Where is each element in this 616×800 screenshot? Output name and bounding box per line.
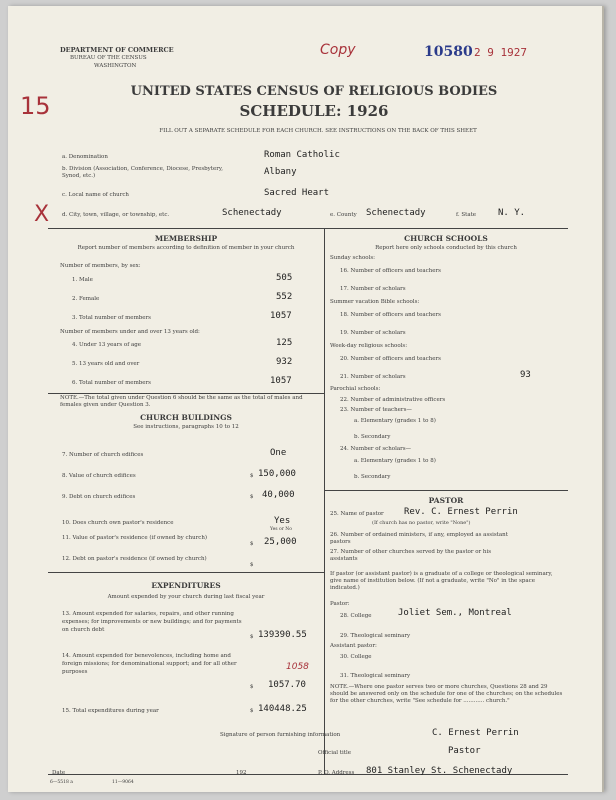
frame-top — [48, 228, 568, 229]
q1-label: 1. Male — [72, 277, 93, 283]
q25-value: Rev. C. Ernest Perrin — [404, 507, 518, 517]
division-label: b. Division (Association, Conference, Diocese, Presbytery, Synod, etc.) — [62, 166, 224, 179]
red-mark-15: 15 — [20, 92, 51, 120]
q5-label: 5. 13 years old and over — [72, 361, 140, 367]
expenditures-title: EXPENDITURES — [151, 581, 221, 590]
q10-value: Yes — [274, 516, 291, 526]
q8-dollar: $ — [250, 473, 254, 479]
yes-no-hint: Yes or No — [270, 527, 292, 532]
po-address-label: P. O. Address — [318, 770, 355, 776]
church-name-label: c. Local name of church — [62, 192, 129, 198]
q9-dollar: $ — [250, 494, 254, 500]
q2-value: 552 — [276, 292, 293, 302]
q9-label: 9. Debt on church edifices — [62, 494, 136, 500]
q14-value: 1057.70 — [268, 680, 306, 690]
q5-value: 932 — [276, 357, 293, 367]
q28-label: 28. College — [340, 613, 372, 619]
q8-label: 8. Value of church edifices — [62, 473, 136, 479]
date-label: Date — [52, 770, 66, 776]
q15-label: 15. Total expenditures during year — [62, 708, 159, 714]
q29-label: 29. Theological seminary — [340, 633, 411, 639]
q11-label: 11. Value of pastor's residence (if owned by church) — [62, 535, 208, 541]
membership-bottom — [48, 393, 324, 394]
instruction-line: FILL OUT A SEPARATE SCHEDULE FOR EACH CHURCH. SEE INSTRUCTIONS ON THE BACK OF THIS SHEET — [159, 128, 477, 134]
age-header: Number of members under and over 13 years old: — [60, 329, 200, 335]
census-schedule-form — [8, 6, 604, 792]
bureau-name: BUREAU OF THE CENSUS — [70, 55, 147, 61]
q12-label: 12. Debt on pastor's residence (if owned by church) — [62, 556, 207, 562]
division-value: Albany — [264, 167, 297, 177]
membership-title: MEMBERSHIP — [154, 234, 218, 243]
po-address-value: 801 Stanley St. Schenectady — [366, 766, 513, 776]
county-value: Schenectady — [366, 208, 426, 218]
church-name-value: Sacred Heart — [264, 188, 330, 198]
county-label: e. County — [330, 212, 357, 218]
q21-value: 93 — [520, 370, 531, 380]
q23-label: 23. Number of teachers— — [340, 407, 412, 413]
q13-label: 13. Amount expended for salaries, repairs, and other running expenses; for improvements or new buildings; and for payments on church debt — [62, 611, 242, 633]
q22-label: 22. Number of administrative officers — [340, 397, 446, 403]
q15-value: 140448.25 — [258, 704, 307, 714]
q17-label: 17. Number of scholars — [340, 286, 406, 292]
weekday-header: Week-day religious schools: — [330, 343, 408, 349]
q16-label: 16. Number of officers and teachers — [340, 268, 441, 274]
red-mark-x: X — [34, 202, 50, 227]
city-value: Schenectady — [222, 208, 282, 218]
city-label: d. City, town, village, or township, etc. — [62, 212, 170, 218]
city-name: WASHINGTON — [94, 63, 137, 69]
q14-label: 14. Amount expended for benevolences, including home and foreign missions; for denominational support; and for all other purposes — [62, 653, 237, 675]
state-label: f. State — [456, 212, 477, 218]
parochial-header: Parochial schools: — [330, 386, 381, 392]
q13-value: 139390.55 — [258, 630, 307, 640]
q18-label: 18. Number of officers and teachers — [340, 312, 441, 318]
buildings-subtitle: See instructions, paragraphs 10 to 12 — [133, 424, 239, 430]
q6-value: 1057 — [270, 376, 292, 386]
q11-value: 25,000 — [264, 537, 297, 547]
q2-label: 2. Female — [72, 296, 100, 302]
form-title: UNITED STATES CENSUS OF RELIGIOUS BODIES — [130, 84, 498, 99]
sunday-header: Sunday schools: — [330, 255, 376, 261]
q14-pencil-note: 1058 — [286, 662, 309, 672]
copy-note: Copy — [320, 42, 356, 58]
date-stamp: 2 9 1927 — [474, 46, 527, 59]
form-number: 6—5518 a — [50, 780, 73, 785]
q15-dollar: $ — [250, 708, 254, 714]
q11-dollar: $ — [250, 541, 254, 547]
q3-label: 3. Total number of members — [72, 315, 152, 321]
q24-secondary: b. Secondary — [354, 474, 391, 480]
q7-value: One — [270, 448, 287, 458]
membership-subtitle: Report number of members according to definition of member in your church — [77, 245, 295, 251]
q23-elementary: a. Elementary (grades 1 to 8) — [354, 418, 436, 424]
q4-value: 125 — [276, 338, 293, 348]
q24-elementary: a. Elementary (grades 1 to 8) — [354, 458, 436, 464]
state-value: N. Y. — [498, 208, 526, 218]
q6-label: 6. Total number of members — [72, 380, 152, 386]
pastor-subheader: Pastor: — [330, 601, 350, 607]
year-prefix: 192 — [236, 770, 247, 776]
q7-label: 7. Number of church edifices — [62, 452, 144, 458]
q19-label: 19. Number of scholars — [340, 330, 406, 336]
department-name: DEPARTMENT OF COMMERCE — [60, 46, 174, 54]
graduate-note: If pastor (or assistant pastor) is a graduate of a college or theological seminary, give name of institution below. (If not a graduate, write "No" in the space indicated.) — [330, 571, 553, 591]
q30-label: 30. College — [340, 654, 372, 660]
schools-subtitle: Report here only schools conducted by this church — [375, 245, 517, 251]
q13-dollar: $ — [250, 634, 254, 640]
q3-value: 1057 — [270, 311, 292, 321]
q21-label: 21. Number of scholars — [340, 374, 406, 380]
denomination-value: Roman Catholic — [264, 150, 340, 160]
q14-dollar: $ — [250, 684, 254, 690]
q26-label: 26. Number of ordained ministers, if any, employed as assistant pastors — [330, 532, 508, 545]
expenditures-subtitle: Amount expended by your church during last fiscal year — [107, 594, 265, 600]
assistant-subheader: Assistant pastor: — [330, 643, 377, 649]
signature-value: C. Ernest Perrin — [432, 728, 519, 738]
q12-dollar: $ — [250, 562, 254, 568]
q8-value: 150,000 — [258, 469, 296, 479]
q25-label: 25. Name of pastor — [330, 511, 384, 517]
q31-label: 31. Theological seminary — [340, 673, 411, 679]
q23-secondary: b. Secondary — [354, 434, 391, 440]
denomination-label: a. Denomination — [62, 154, 108, 160]
summer-header: Summer vacation Bible schools: — [330, 299, 420, 305]
signature-label: Signature of person furnishing information — [220, 732, 341, 738]
q1-value: 505 — [276, 273, 293, 283]
official-title-value: Pastor — [448, 746, 481, 756]
schools-title: CHURCH SCHOOLS — [404, 234, 488, 243]
q9-value: 40,000 — [262, 490, 295, 500]
q10-label: 10. Does church own pastor's residence — [62, 520, 174, 526]
q20-label: 20. Number of officers and teachers — [340, 356, 441, 362]
print-number: 11—9064 — [112, 780, 134, 785]
membership-note: NOTE.—The total given under Question 6 should be the same as the total of males and females given under Question 3. — [60, 395, 303, 408]
q4-label: 4. Under 13 years of age — [72, 342, 142, 348]
q24-label: 24. Number of scholars— — [340, 446, 412, 452]
q27-label: 27. Number of other churches served by the pastor or his assistants — [330, 549, 492, 562]
buildings-title: CHURCH BUILDINGS — [140, 413, 232, 422]
q28-value: Joliet Sem., Montreal — [398, 608, 512, 618]
pastor-note: NOTE.—Where one pastor serves two or more churches, Questions 28 and 29 should be answered only on the schedule for one of the churches; on the schedules for the other churches, write "See schedule for ............ church." — [330, 684, 563, 704]
official-title-label: Official title — [318, 750, 351, 756]
schedule-number: 10580 — [424, 44, 473, 60]
q25-note: (If church has no pastor, write "None") — [372, 520, 471, 526]
pastor-title: PASTOR — [428, 496, 464, 505]
by-sex-header: Number of members, by sex: — [60, 263, 141, 269]
schools-bottom — [324, 490, 568, 491]
form-subtitle: SCHEDULE: 1926 — [239, 102, 389, 120]
buildings-bottom — [48, 572, 324, 573]
